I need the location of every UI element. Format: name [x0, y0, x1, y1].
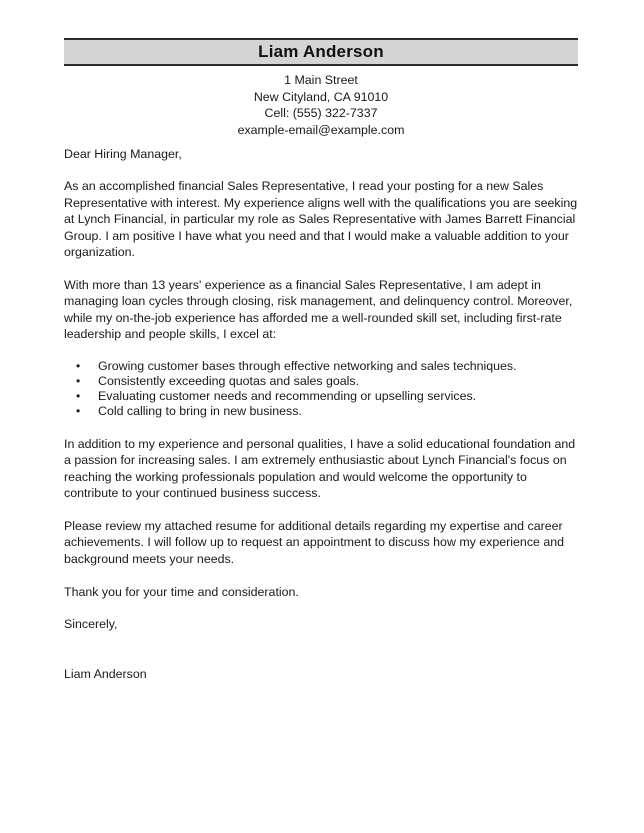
- closing-line: Sincerely,: [64, 617, 118, 632]
- skills-list: [64, 359, 584, 420]
- email-address: example-email@example.com: [237, 122, 405, 137]
- letter-body: [64, 146, 584, 682]
- paragraph-intro: As an accomplished financial Sales Representative, I read your posting for a new Sales Representative with interest. My experience aligns well with the qualifications you are seeking at Lynch Financial, in particular my role as Sales Representative with James Barrett Financial Group. I am positive I have what you need and that I would make a valuable addition to your organization.: [64, 179, 578, 260]
- list-item: [64, 374, 584, 389]
- list-item: [64, 404, 584, 419]
- city-state-zip: New Cityland, CA 91010: [253, 89, 389, 104]
- skill-text: Cold calling to bring in new business.: [98, 404, 302, 419]
- thank-you-line: Thank you for your time and consideration.: [64, 584, 299, 599]
- paragraph-experience: With more than 13 years' experience as a financial Sales Representative, I am adept in managing loan cycles through closing, risk management, and delinquency control. Moreover, while my on-the-job experience has afforded me a well-rounded skill set, including first-rate leadership and people skills, I excel at:: [64, 277, 573, 342]
- name-banner: [64, 38, 578, 66]
- signature-name: Liam Anderson: [64, 666, 147, 681]
- contact-block: [64, 72, 578, 138]
- list-item: [64, 389, 584, 404]
- skill-text: Growing customer bases through effective networking and sales techniques.: [98, 358, 517, 373]
- street-address: 1 Main Street: [284, 73, 358, 87]
- skill-text: Consistently exceeding quotas and sales goals.: [98, 374, 360, 389]
- list-item: [64, 359, 584, 374]
- phone-number: Cell: (555) 322-7337: [264, 106, 378, 121]
- bullet-icon: •: [76, 404, 81, 419]
- paragraph-qualities: In addition to my experience and personal qualities, I have a solid educational foundation and a passion for increasing sales. I am extremely enthusiastic about Lynch Financial's focus on reaching the working professionals population and would welcome the opportunity to contribute to your continued business success.: [64, 437, 576, 501]
- skill-text: Evaluating customer needs and recommending or upselling services.: [98, 389, 477, 404]
- bullet-icon: •: [76, 374, 81, 389]
- applicant-name: Liam Anderson: [258, 42, 384, 61]
- paragraph-followup: Please review my attached resume for additional details regarding my expertise and career achievements. I will follow up to request an appointment to discuss how my experience and background meets your needs.: [64, 519, 565, 566]
- bullet-icon: •: [76, 389, 81, 404]
- salutation: Dear Hiring Manager,: [64, 147, 182, 161]
- bullet-icon: •: [76, 358, 81, 373]
